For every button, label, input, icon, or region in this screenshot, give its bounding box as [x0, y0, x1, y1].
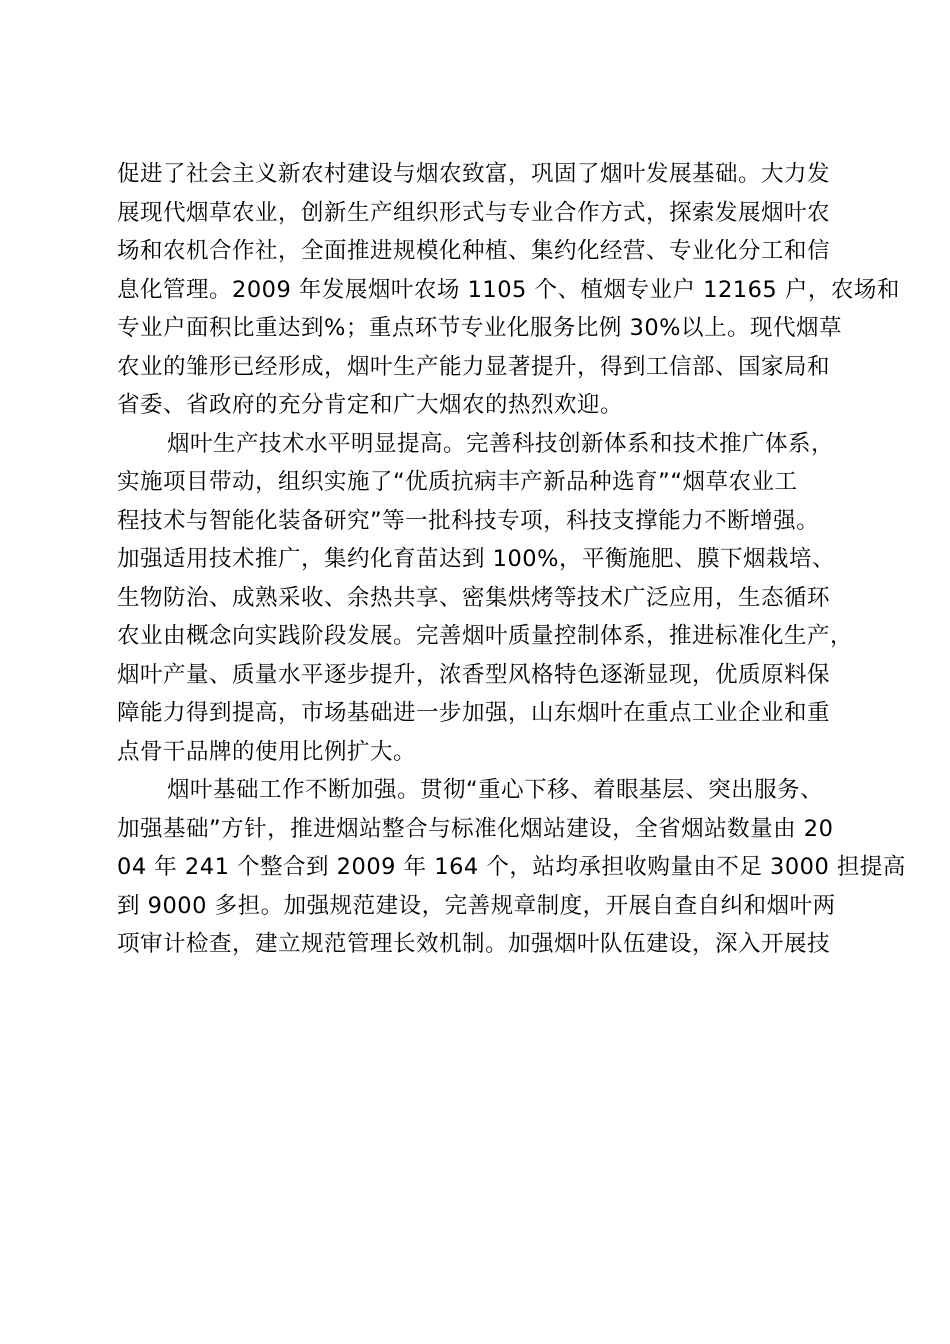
text-line: 项审计检查，建立规范管理长效机制。加强烟叶队伍建设，深入开展技 [117, 931, 831, 957]
text-line: 生物防治、成熟采收、余热共享、密集烘烤等技术广泛应用，生态循环 [117, 584, 831, 611]
text-line: 烟叶基础工作不断加强。贯彻“重心下移、着眼基层、突出服务、 [167, 777, 824, 803]
text-line: 专业户面积比重达到%；重点环节专业化服务比例 30%以上。现代烟草 [117, 315, 843, 341]
text-line: 加强基础”方针，推进烟站整合与标准化烟站建设，全省烟站数量由 20 [117, 815, 834, 842]
text-line: 烟叶产量、质量水平逐步提升，浓香型风格特色逐渐显现，优质原料保 [117, 661, 831, 688]
text-line: 息化管理。2009 年发展烟叶农场 1105 个、植烟专业户 12165 户，农场和 [117, 276, 900, 303]
text-line: 农业由概念向实践阶段发展。完善烟叶质量控制体系，推进标准化生产， [117, 623, 854, 649]
paragraph-3 [117, 771, 906, 964]
text-line: 省委、省政府的充分肯定和广大烟农的热烈欢迎。 [117, 392, 624, 418]
paragraph-1 [117, 155, 900, 425]
text-line: 实施项目带动，组织实施了“优质抗病丰产新品种选育”“烟草农业工 [117, 469, 798, 495]
text-line: 展现代烟草农业，创新生产组织形式与专业合作方式，探索发展烟叶农 [117, 199, 831, 226]
text-line: 点骨干品牌的使用比例扩大。 [117, 738, 417, 765]
text-line: 04 年 241 个整合到 2009 年 164 个，站均承担收购量由不足 3000 担提高 [117, 854, 906, 880]
text-line: 障能力得到提高，市场基础进一步加强，山东烟叶在重点工业企业和重 [117, 700, 831, 726]
text-line: 到 9000 多担。加强规范建设，完善规章制度，开展自查自纠和烟叶两 [117, 892, 836, 919]
document-body [117, 155, 906, 964]
paragraph-2 [117, 425, 854, 772]
text-line: 场和农机合作社，全面推进规模化种植、集约化经营、专业化分工和信 [117, 238, 831, 264]
text-line: 程技术与智能化装备研究”等一批科技专项，科技支撑能力不断增强。 [117, 507, 820, 534]
text-line: 促进了社会主义新农村建设与烟农致富，巩固了烟叶发展基础。大力发 [117, 161, 831, 187]
text-line: 加强适用技术推广，集约化育苗达到 100%，平衡施肥、膜下烟栽培、 [117, 546, 835, 572]
text-line: 烟叶生产技术水平明显提高。完善科技创新体系和技术推广体系， [167, 430, 835, 457]
text-line: 农业的雏形已经形成，烟叶生产能力显著提升，得到工信部、国家局和 [117, 353, 831, 380]
